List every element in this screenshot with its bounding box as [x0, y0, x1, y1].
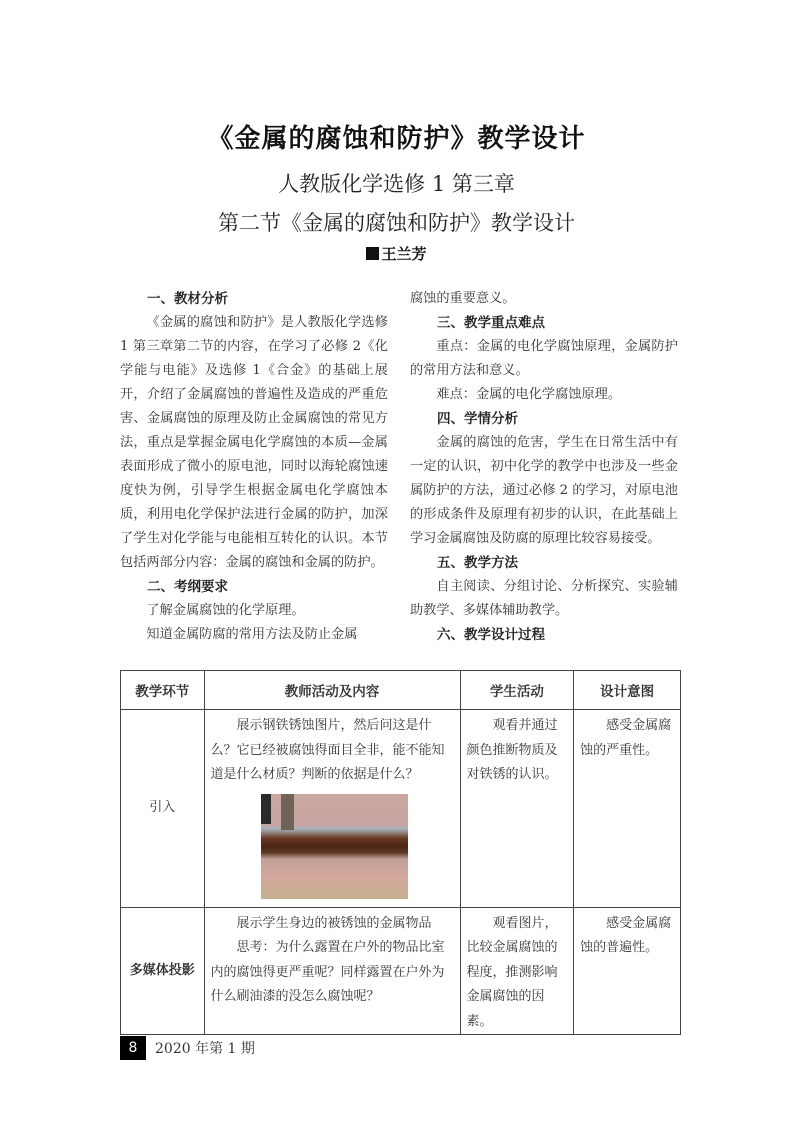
author-line — [0, 243, 793, 264]
paragraph-syllabus-1: 了解金属腐蚀的化学原理。 — [146, 603, 305, 618]
section-heading-textbook-analysis: 一、教材分析 — [147, 291, 228, 307]
cell-student — [460, 710, 574, 908]
left-column — [120, 287, 388, 647]
table-row — [121, 907, 681, 1035]
right-column — [410, 287, 678, 647]
paragraph-student-analysis: 金属的腐蚀的危害，学生在日常生活中有一定的认识，初中化学的教学中也涉及一些金属防护的方法，通过必修 2 的学习，对原电池的形成条件及原理有初步的认识，在此基础上学习金属腐蚀及防腐的原理比较容易接受。 — [410, 435, 678, 546]
design-intent-text: 感受金属腐蚀的严重性。 — [580, 718, 672, 758]
header-student-activity: 学生活动 — [460, 671, 574, 710]
cell-stage: 引入 — [121, 710, 205, 908]
header-stage: 教学环节 — [121, 671, 205, 710]
section-heading-design-process: 六、教学设计过程 — [437, 627, 545, 643]
header-design-intent: 设计意图 — [574, 671, 681, 710]
square-bullet-icon — [366, 247, 379, 260]
cell-stage: 多媒体投影 — [121, 907, 205, 1035]
header-teacher-activity: 教师活动及内容 — [204, 671, 460, 710]
page-number: 8 — [120, 1036, 146, 1060]
teacher-activity-text: 展示钢铁锈蚀图片，然后问这是什么？它已经被腐蚀得面目全非，能不能知道是什么材质？判断的依据是什么？ — [210, 718, 445, 782]
photo-shadow — [261, 794, 271, 824]
paragraph-difficult-point: 难点：金属的电化学腐蚀原理。 — [436, 387, 622, 402]
design-intent-text: 感受金属腐蚀的普遍性。 — [580, 915, 672, 955]
student-activity-text: 观看并通过颜色推断物质及对铁锈的认识。 — [466, 718, 558, 782]
paragraph-key-point: 重点：金属的电化学腐蚀原理，金属防护的常用方法和意义。 — [410, 339, 678, 378]
document-title: 《金属的腐蚀和防护》教学设计 — [207, 124, 586, 154]
cell-intent — [574, 907, 681, 1035]
paragraph-syllabus-2a: 知道金属防腐的常用方法及防止金属 — [146, 627, 358, 642]
document-subtitle-chapter: 人教版化学选修 1 第三章 — [278, 172, 515, 196]
paragraph-syllabus-2b: 腐蚀的重要意义。 — [410, 291, 516, 306]
student-activity-text: 观看图片，比较金属腐蚀的程度，推测影响金属腐蚀的因素。 — [466, 915, 558, 1029]
table-row — [121, 710, 681, 908]
section-heading-syllabus: 二、考纲要求 — [147, 579, 228, 595]
paragraph-methods: 自主阅读、分组讨论、分析探究、实验辅助教学、多媒体辅助教学。 — [410, 579, 678, 618]
author-name: 王兰芳 — [381, 245, 427, 263]
paragraph-textbook-analysis: 《金属的腐蚀和防护》是人教版化学选修 1 第三章第二节的内容，在学习了必修 2《化学能与电能》及选修 1《合金》的基础上展开，介绍了金属腐蚀的普遍性及造成的严重危害、金属腐蚀的原理及防止金属腐蚀的常见方法，重点是掌握金属电化学腐蚀的本质—金属表面形成了微小的原电池，同时以海轮腐蚀速度快为例，引导学生根据金属电化学腐蚀本质，利用电化学保护法进行金属的防护，加深了学生对化学能与电能相互转化的认识。本节包括两部分内容：金属的腐蚀和金属的防护。 — [120, 315, 388, 570]
teacher-activity-line-1: 展示学生身边的被锈蚀的金属物品 — [236, 915, 432, 931]
document-subtitle-section: 第二节《金属的腐蚀和防护》教学设计 — [218, 211, 575, 235]
section-heading-key-points: 三、教学重点难点 — [437, 315, 545, 331]
section-heading-student-analysis: 四、学情分析 — [437, 411, 518, 427]
teaching-design-table — [120, 670, 681, 1035]
photo-rusty-post — [281, 794, 294, 830]
cell-teacher — [204, 710, 460, 908]
issue-label: 2020 年第 1 期 — [155, 1041, 255, 1057]
cell-teacher — [204, 907, 460, 1035]
teacher-activity-line-2: 思考：为什么露置在户外的物品比室内的腐蚀得更严重呢？同样露置在户外为什么刷油漆的没怎么腐蚀呢？ — [210, 940, 445, 1004]
rusted-steel-photo — [261, 794, 408, 899]
table-header-row — [121, 671, 681, 710]
cell-student — [460, 907, 574, 1035]
section-heading-methods: 五、教学方法 — [437, 555, 518, 571]
cell-intent — [574, 710, 681, 908]
